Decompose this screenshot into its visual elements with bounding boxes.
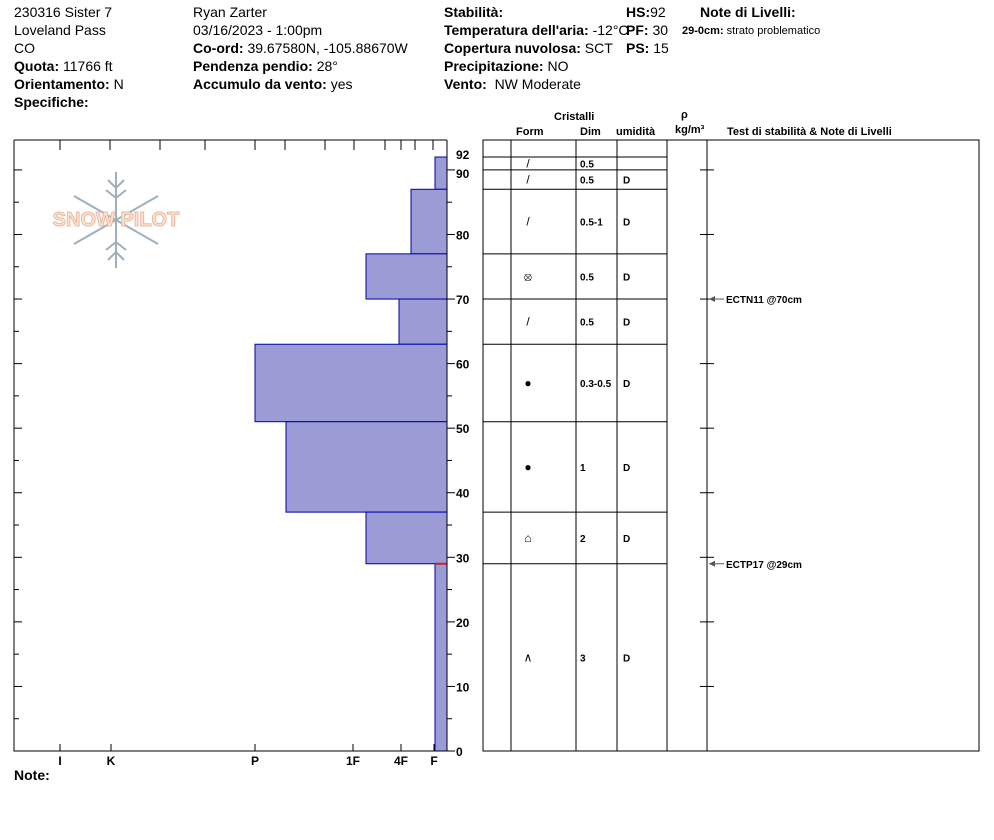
elevation-label: Quota: <box>14 58 60 74</box>
elevation-value: 11766 ft <box>63 58 113 74</box>
hardness-bar-1 <box>411 189 447 254</box>
header-rho: ρ <box>681 109 688 121</box>
layer-form-5: ● <box>524 459 532 474</box>
layer-note-text: strato problematico <box>726 25 821 37</box>
y-tick-label-30: 30 <box>456 551 470 566</box>
layer-moisture-6: D <box>623 533 631 545</box>
site-name: 230316 Sister 7 <box>14 4 113 20</box>
layer-notes-title: Note di Livelli: <box>700 4 796 20</box>
aspect-label: Orientamento: <box>14 76 110 92</box>
hs-label: HS: <box>626 4 651 20</box>
y-tick-label-0: 0 <box>456 745 463 759</box>
test-label-1: ECTP17 @29cm <box>726 559 802 571</box>
layer-size-6: 2 <box>580 533 586 545</box>
y-tick-label-92: 92 <box>456 148 470 162</box>
x-tick-label-P: P <box>250 754 260 768</box>
layer-form-3: / <box>526 314 530 329</box>
layer-form-2: ⦻ <box>524 269 532 284</box>
coord-label: Co-ord: <box>193 40 244 56</box>
y-tick-label-10: 10 <box>456 680 470 695</box>
layer-size-2: 0.5 <box>580 272 594 284</box>
layer-size-3: 0.5 <box>580 317 594 329</box>
wind-load-value: yes <box>330 76 353 92</box>
wind-value: NW Moderate <box>494 76 581 92</box>
hardness-bar-0 <box>435 157 447 189</box>
top-sublayer-form: / <box>526 156 530 171</box>
ps-value: 15 <box>653 40 669 56</box>
air-temp-value: -12°C <box>592 22 629 38</box>
observer: Ryan Zarter <box>193 4 267 20</box>
x-tick-label-F: F <box>430 754 438 768</box>
header-tests: Test di stabilità & Note di Livelli <box>727 126 892 138</box>
datetime: 03/16/2023 - 1:00pm <box>193 22 323 38</box>
layer-note-depth: 29-0cm: <box>682 25 724 37</box>
state: CO <box>14 40 35 56</box>
test-label-0: ECTN11 @70cm <box>726 295 802 307</box>
layer-moisture-5: D <box>623 462 631 474</box>
y-tick-label-70: 70 <box>456 293 470 308</box>
layer-form-1: / <box>526 214 530 229</box>
y-tick-label-20: 20 <box>456 615 470 630</box>
y-tick-label-80: 80 <box>456 228 470 243</box>
header-cristalli: Cristalli <box>554 111 595 123</box>
layer-moisture-4: D <box>623 378 631 390</box>
wind-load-label: Accumulo da vento: <box>193 76 327 92</box>
hardness-bar-3 <box>399 299 447 344</box>
header-density-unit: kg/m³ <box>675 124 705 136</box>
test-arrow-head-1 <box>709 561 715 567</box>
hardness-bar-2 <box>366 254 447 299</box>
top-sublayer-size: 0.5 <box>580 159 594 171</box>
x-tick-label-I: I <box>58 754 62 768</box>
header-form: Form <box>516 126 544 138</box>
layer-form-0: / <box>526 172 530 187</box>
layer-size-0: 0.5 <box>580 175 594 187</box>
hardness-bar-5 <box>286 422 447 512</box>
precip-label: Precipitazione: <box>444 58 544 74</box>
crystal-table-frame <box>483 140 979 751</box>
slope-value: 28° <box>316 58 338 74</box>
x-tick-label-1F: 1F <box>345 754 361 768</box>
layer-size-7: 3 <box>580 653 586 665</box>
hs-value: 92 <box>650 4 666 20</box>
x-tick-label-K: K <box>106 754 116 768</box>
layer-size-1: 0.5-1 <box>580 217 603 229</box>
footer-note-label: Note: <box>14 767 50 783</box>
y-tick-label-60: 60 <box>456 357 470 372</box>
wind-label: Vento: <box>444 76 487 92</box>
y-tick-label-40: 40 <box>456 486 470 501</box>
coord-value: 39.67580N, -105.88670W <box>247 40 408 56</box>
layer-moisture-3: D <box>623 317 631 329</box>
layer-form-6: ⌂ <box>524 530 532 545</box>
hardness-bar-4 <box>255 344 447 421</box>
hardness-bar-6 <box>366 512 447 564</box>
test-arrow-head-0 <box>709 296 715 302</box>
air-temp-label: Temperatura dell'aria: <box>444 22 589 38</box>
layer-moisture-2: D <box>623 272 631 284</box>
layer-form-4: ● <box>524 375 532 390</box>
hardness-bar-7 <box>435 564 447 751</box>
layer-size-4: 0.3-0.5 <box>580 378 612 390</box>
layer-form-7: ∧ <box>523 650 533 665</box>
y-tick-label-90: 90 <box>456 166 470 181</box>
stability-label: Stabilità: <box>444 4 504 20</box>
layer-moisture-0: D <box>623 175 631 187</box>
header-moisture: umidità <box>616 126 656 138</box>
x-tick-label-4F: 4F <box>393 754 409 768</box>
layer-moisture-7: D <box>623 653 631 665</box>
logo-wordmark: SNOW PILOT <box>52 209 180 231</box>
layer-moisture-1: D <box>623 217 631 229</box>
header-dim: Dim <box>580 126 601 138</box>
cloud-value: SCT <box>584 40 613 56</box>
ps-label: PS: <box>626 40 650 56</box>
specifics-label: Specifiche: <box>14 94 89 110</box>
location: Loveland Pass <box>14 22 106 38</box>
y-tick-label-50: 50 <box>456 422 470 437</box>
aspect-value: N <box>113 76 124 92</box>
layer-size-5: 1 <box>580 462 586 474</box>
precip-value: NO <box>547 58 569 74</box>
slope-label: Pendenza pendio: <box>193 58 313 74</box>
cloud-label: Copertura nuvolosa: <box>444 40 581 56</box>
pf-value: 30 <box>652 22 669 38</box>
pf-label: PF: <box>626 22 649 38</box>
